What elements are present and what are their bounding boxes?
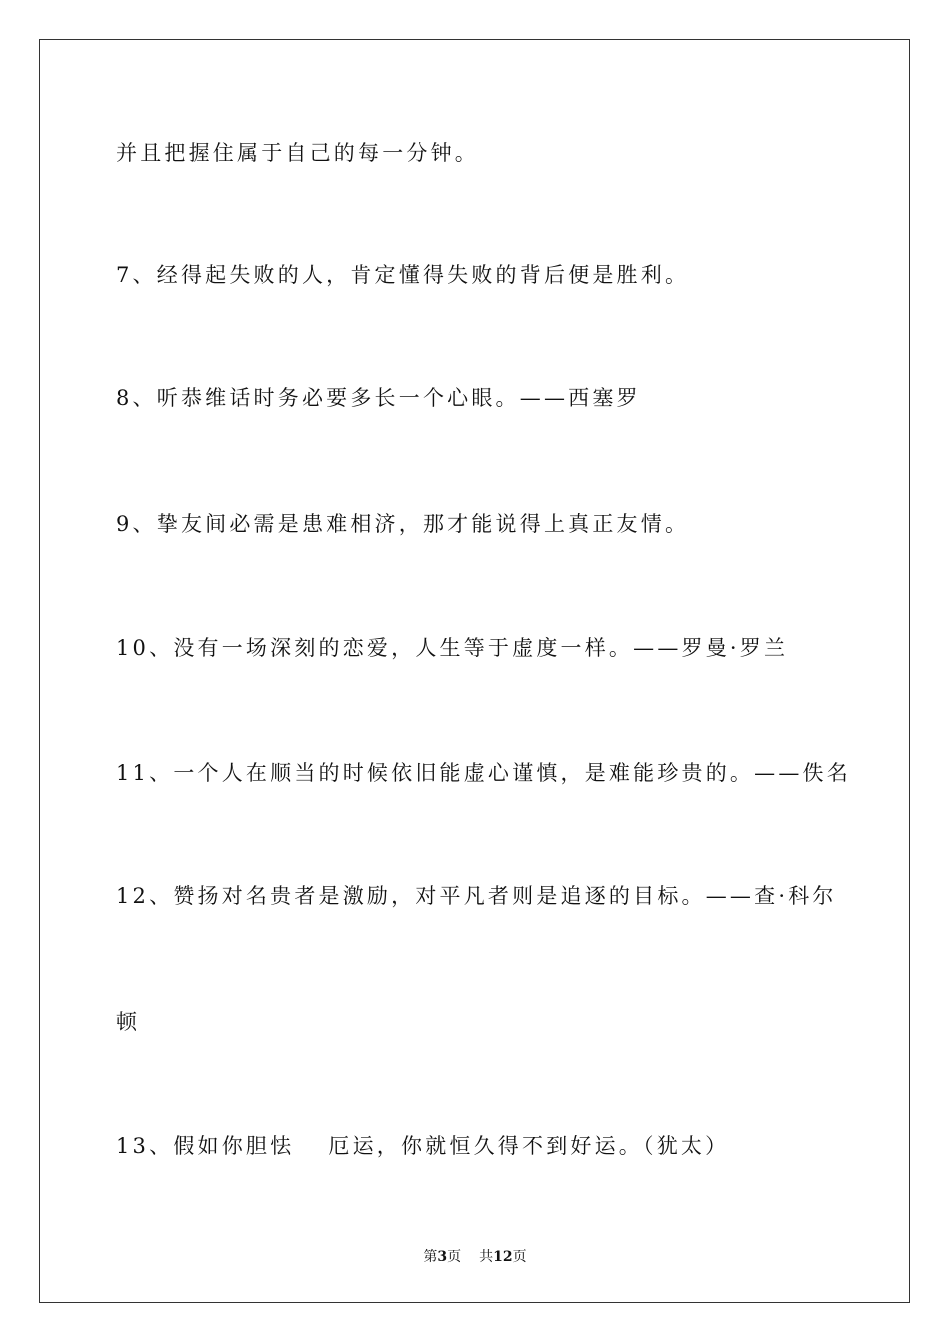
text-line-4: 9、挚友间必需是患难相济，那才能说得上真正友情。	[116, 512, 690, 536]
text-line-1: 并且把握住属于自己的每一分钟。	[116, 141, 479, 165]
text-line-7: 12、赞扬对名贵者是激励，对平凡者则是追逐的目标。——查·科尔	[116, 884, 837, 908]
text-line-6: 11、一个人在顺当的时候依旧能虚心谨慎，是难能珍贵的。——佚名	[116, 761, 851, 785]
text-line-9: 13、假如你胆怯 厄运，你就恒久得不到好运。（犹太）	[116, 1134, 730, 1158]
footer-total-pages: 12	[493, 1249, 513, 1265]
text-line-2: 7、经得起失败的人，肯定懂得失败的背后便是胜利。	[116, 263, 690, 287]
footer-page-number: 3	[437, 1249, 448, 1265]
footer-total-prefix: 共	[479, 1249, 494, 1265]
page-border	[39, 39, 910, 1303]
text-line-3: 8、听恭维话时务必要多长一个心眼。——西塞罗	[116, 386, 641, 410]
footer-total-suffix: 页	[512, 1249, 527, 1265]
footer-prefix: 第	[423, 1249, 438, 1265]
page-footer	[0, 1247, 950, 1267]
footer-page-suffix: 页	[447, 1249, 462, 1265]
text-line-8: 顿	[116, 1010, 141, 1034]
text-line-5: 10、没有一场深刻的恋爱，人生等于虚度一样。——罗曼·罗兰	[116, 636, 789, 660]
